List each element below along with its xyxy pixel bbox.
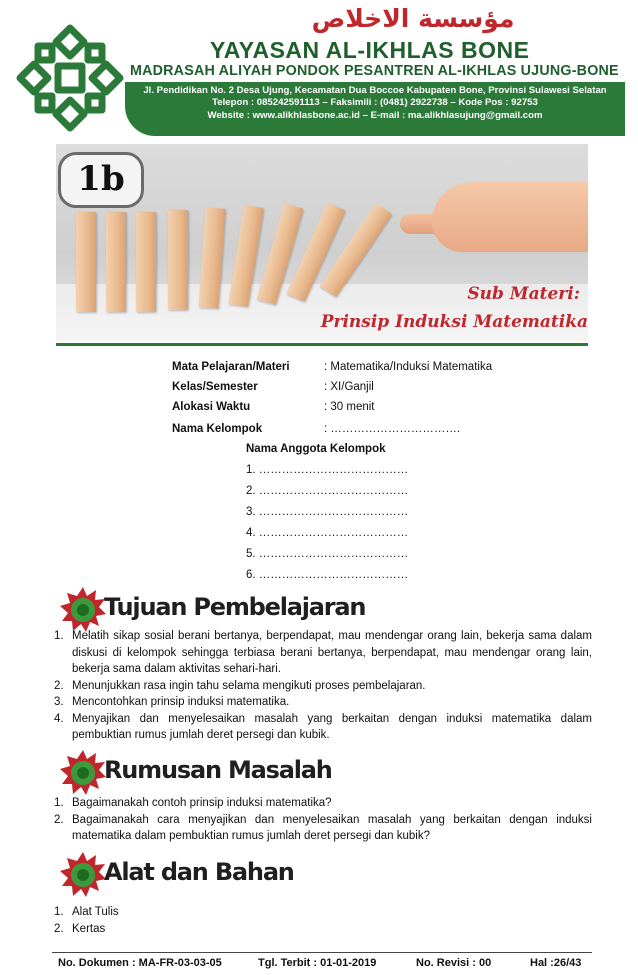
member-line: 2. …………………………………: [246, 485, 409, 497]
domino-tile: [168, 210, 188, 310]
lesson-badge: 1b: [58, 152, 144, 208]
list-item: [54, 921, 592, 938]
info-label: Alokasi Waktu: [172, 401, 251, 413]
item-text: Mencontohkan prinsip induksi matematika.: [72, 696, 290, 708]
rumusan-list: [54, 795, 592, 845]
members-title: Nama Anggota Kelompok: [246, 443, 386, 455]
school-name: MADRASAH ALIYAH PONDOK PESANTREN AL-IKHLAS UJUNG-BONE: [130, 63, 619, 79]
item-number: 1.: [54, 906, 64, 918]
item-number: 2.: [54, 922, 64, 935]
member-line: 3. …………………………………: [246, 506, 409, 518]
list-item: [54, 904, 592, 921]
section-title: Rumusan Masalah: [104, 756, 332, 784]
domino-tile: [106, 212, 126, 312]
list-item: [54, 812, 592, 845]
member-line: 6. …………………………………: [246, 569, 409, 581]
group-members: [246, 443, 408, 590]
item-number: 3.: [54, 696, 64, 708]
member-line: 5. …………………………………: [246, 548, 409, 560]
item-number: 1.: [54, 630, 64, 642]
info-value: : 30 menit: [324, 401, 375, 413]
info-label: Mata Pelajaran/Materi: [172, 361, 290, 373]
item-number: 4.: [54, 712, 64, 725]
item-number: 2.: [54, 679, 64, 692]
item-text: Bagaimanakah contoh prinsip induksi matematika?: [72, 797, 332, 809]
doc-number: No. Dokumen : MA-FR-03-03-05: [58, 957, 222, 969]
letterhead: [0, 0, 638, 140]
item-text: Kertas: [72, 922, 106, 935]
info-label: Kelas/Semester: [172, 381, 258, 393]
phone-line: Telepon : 085242591113 – Faksimili : (0481) 2922738 – Kode Pos : 92753: [212, 97, 538, 109]
item-number: 1.: [54, 797, 64, 809]
issue-date: Tgl. Terbit : 01-01-2019: [258, 957, 377, 969]
hero-divider: [56, 343, 588, 346]
sub-materi-topic: Prinsip Induksi Matematika: [320, 312, 588, 332]
contact-bar: [125, 82, 625, 136]
foundation-name: YAYASAN AL-IKHLAS BONE: [210, 37, 530, 63]
item-text: Alat Tulis: [72, 906, 119, 918]
list-item: [54, 678, 592, 695]
arabic-foundation-name: مؤسسة الاخلاص: [311, 4, 515, 33]
item-number: 2.: [54, 813, 64, 826]
section-title: Tujuan Pembelajaran: [104, 593, 366, 621]
starburst-icon: [60, 587, 106, 633]
info-label: Nama Kelompok: [172, 423, 263, 435]
page-footer: [52, 952, 592, 974]
domino-tile: [136, 212, 156, 312]
list-item: [54, 711, 592, 744]
item-text: Bagaimanakah cara menyajikan dan menyelesaikan masalah yang berkaitan dengan induksi matematika dalam pembuktian rumus jumlah deret persegi dan kubik?: [72, 813, 592, 842]
info-value: : XI/Ganjil: [324, 381, 374, 393]
domino-tile: [76, 212, 96, 312]
tujuan-list: [54, 628, 592, 744]
web-line: Website : www.alikhlasbone.ac.id – E-mail : ma.alikhlasujung@gmail.com: [207, 109, 543, 121]
section-title: Alat dan Bahan: [104, 858, 294, 886]
member-line: 4. …………………………………: [246, 527, 409, 539]
alat-list: [54, 904, 592, 937]
starburst-icon: [60, 852, 106, 898]
list-item: [54, 694, 592, 711]
list-item: [54, 795, 592, 812]
item-text: Menunjukkan rasa ingin tahu selama mengikuti proses pembelajaran.: [72, 679, 426, 692]
foundation-logo-icon: [14, 22, 126, 134]
item-text: Melatih sikap sosial berani bertanya, berpendapat, mau mendengar orang lain, bekerja sama dalam diskusi di kelompok sehingga terbiasa berani bertanya, berpendapat, mau mendengar orang lain, bekerja sama dalam aktivitas sehari-hari.: [72, 630, 592, 675]
item-text: Menyajikan dan menyelesaikan masalah yang berkaitan dengan induksi matematika dalam pembuktian rumus jumlah deret persegi dan kubik.: [72, 712, 592, 741]
pointing-hand: [432, 182, 588, 252]
address-line: Jl. Pendidikan No. 2 Desa Ujung, Kecamatan Dua Boccoe Kabupaten Bone, Provinsi Sulawesi Selatan: [143, 85, 607, 96]
list-item: [54, 628, 592, 678]
page-number: Hal :26/43: [530, 957, 582, 969]
info-value: : …………………………….: [324, 423, 461, 435]
revision-number: No. Revisi : 00: [416, 957, 492, 969]
info-value: : Matematika/Induksi Matematika: [324, 361, 493, 373]
member-line: 1. …………………………………: [246, 464, 409, 476]
sub-materi-label: Sub Materi:: [467, 284, 580, 304]
starburst-icon: [60, 750, 106, 796]
